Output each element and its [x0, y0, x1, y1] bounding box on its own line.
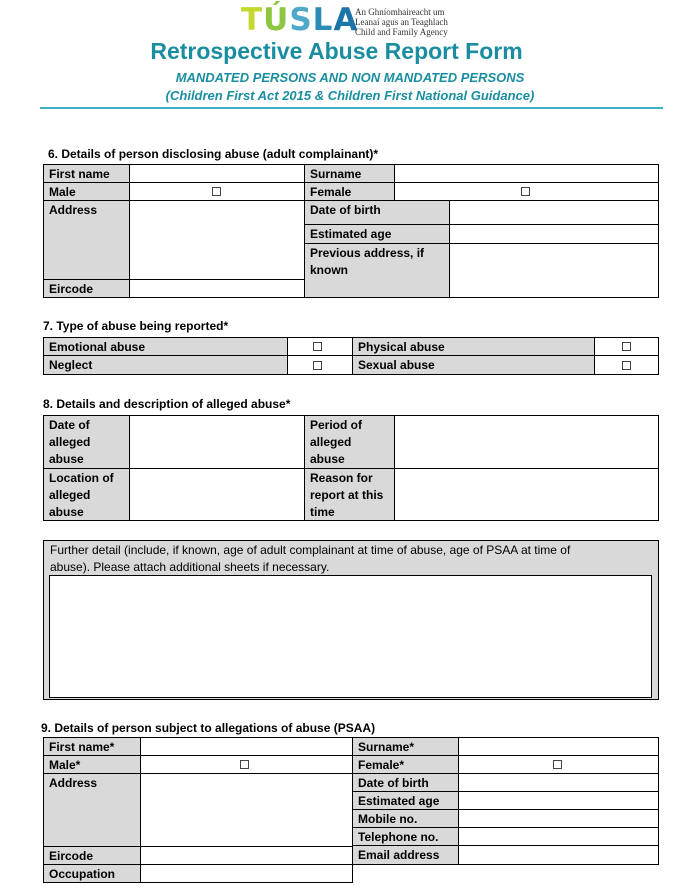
- s7-sexual-label: Sexual abuse: [352, 355, 595, 375]
- s6-previous-address-field[interactable]: [449, 243, 659, 298]
- s8-location-line: Location of: [49, 471, 114, 485]
- s8-location-line: alleged: [49, 488, 91, 502]
- s9-mobile-label: Mobile no.: [352, 809, 459, 828]
- s6-male-label: Male: [43, 182, 130, 201]
- s9-address-field[interactable]: [140, 773, 353, 847]
- form-title: Retrospective Abuse Report Form: [150, 38, 523, 64]
- s6-first-name-field[interactable]: [129, 164, 305, 183]
- s9-mobile-field[interactable]: [458, 809, 659, 828]
- s6-surname-field[interactable]: [394, 164, 659, 183]
- s6-female-checkbox[interactable]: [521, 187, 530, 196]
- s9-first-name-field[interactable]: [140, 737, 353, 756]
- s8-location-field[interactable]: [129, 468, 305, 521]
- header-rule: [40, 107, 663, 109]
- s6-eircode-label: Eircode: [43, 279, 130, 298]
- s9-occupation-label: Occupation: [43, 864, 141, 883]
- s9-dob-field[interactable]: [458, 773, 659, 792]
- s9-estimated-age-label: Estimated age: [352, 791, 459, 810]
- s7-sexual-checkbox[interactable]: [622, 361, 631, 370]
- s9-eircode-label: Eircode: [43, 846, 141, 865]
- s6-previous-address-label: [304, 243, 450, 298]
- s7-physical-checkbox[interactable]: [622, 342, 631, 351]
- logo-subtitle-line: Child and Family Agency: [355, 27, 448, 37]
- form-subtitle-1: MANDATED PERSONS AND NON MANDATED PERSONS: [175, 70, 525, 85]
- s8-date-label: [43, 415, 130, 469]
- s7-emotional-label: Emotional abuse: [43, 337, 288, 356]
- s8-date-line: Date of: [49, 418, 90, 432]
- s6-dob-label: Date of birth: [304, 200, 450, 225]
- s9-eircode-field[interactable]: [140, 846, 353, 865]
- s6-female-label: Female: [304, 182, 395, 201]
- s8-location-line: abuse: [49, 505, 84, 519]
- s9-first-name-label: First name*: [43, 737, 141, 756]
- s8-reason-line: report at this: [310, 488, 384, 502]
- s9-telephone-label: Telephone no.: [352, 827, 459, 846]
- s6-previous-address-line: Previous address, if: [310, 246, 425, 260]
- s8-reason-line: time: [310, 505, 335, 519]
- s8-period-line: Period of: [310, 418, 363, 432]
- s6-estimated-age-label: Estimated age: [304, 224, 450, 244]
- s9-male-label: Male*: [43, 755, 141, 774]
- section7-heading: 7. Type of abuse being reported*: [43, 319, 229, 333]
- logo-subtitle-line: An Ghníomhaireacht um: [355, 7, 445, 17]
- s6-first-name-label: First name: [43, 164, 130, 183]
- s8-period-label: [304, 415, 395, 469]
- s7-neglect-checkbox[interactable]: [313, 361, 322, 370]
- s8-further-detail-field[interactable]: [49, 575, 652, 698]
- s9-email-field[interactable]: [458, 845, 659, 865]
- s6-surname-label: Surname: [304, 164, 395, 183]
- s9-surname-field[interactable]: [458, 737, 659, 756]
- s7-neglect-label: Neglect: [43, 355, 288, 375]
- s7-physical-label: Physical abuse: [352, 337, 595, 356]
- s9-dob-label: Date of birth: [352, 773, 459, 792]
- form-subtitle-2: (Children First Act 2015 & Children First National Guidance): [165, 88, 535, 103]
- s8-date-line: alleged: [49, 435, 91, 449]
- s9-male-checkbox[interactable]: [240, 760, 249, 769]
- s6-address-label: Address: [43, 200, 130, 280]
- s9-female-checkbox[interactable]: [553, 760, 562, 769]
- s9-female-label: Female*: [352, 755, 459, 774]
- s8-reason-label: [304, 468, 395, 521]
- s8-period-line: alleged: [310, 435, 352, 449]
- s9-telephone-field[interactable]: [458, 827, 659, 846]
- s9-surname-label: Surname*: [352, 737, 459, 756]
- s6-address-field[interactable]: [129, 200, 305, 280]
- s8-location-label: [43, 468, 130, 521]
- section8-heading: 8. Details and description of alleged abuse*: [43, 397, 291, 411]
- s8-reason-line: Reason for: [310, 471, 373, 485]
- s6-male-checkbox[interactable]: [212, 187, 221, 196]
- s9-estimated-age-field[interactable]: [458, 791, 659, 810]
- s6-eircode-field[interactable]: [129, 279, 305, 298]
- logo-subtitle: [355, 7, 448, 37]
- s8-date-field[interactable]: [129, 415, 305, 469]
- tusla-logo: TÚSLA: [241, 2, 359, 38]
- logo-subtitle-line: Leanaí agus an Teaghlach: [355, 17, 448, 27]
- s8-period-field[interactable]: [394, 415, 659, 469]
- s8-date-line: abuse: [49, 452, 84, 466]
- s8-reason-field[interactable]: [394, 468, 659, 521]
- section6-heading: 6. Details of person disclosing abuse (adult complainant)*: [48, 147, 379, 161]
- s8-further-detail-text: Further detail (include, if known, age of adult complainant at time of abuse, age of PSAA at time of: [50, 543, 571, 557]
- s8-period-line: abuse: [310, 452, 345, 466]
- s8-further-detail-text: abuse). Please attach additional sheets if necessary.: [50, 560, 330, 574]
- s7-emotional-checkbox[interactable]: [313, 342, 322, 351]
- s9-occupation-field[interactable]: [140, 864, 353, 883]
- s6-previous-address-line: known: [310, 263, 348, 277]
- s6-estimated-age-field[interactable]: [449, 224, 659, 244]
- s9-address-label: Address: [43, 773, 141, 847]
- s9-email-label: Email address: [352, 845, 459, 865]
- section9-heading: 9. Details of person subject to allegations of abuse (PSAA): [41, 721, 376, 735]
- s6-dob-field[interactable]: [449, 200, 659, 225]
